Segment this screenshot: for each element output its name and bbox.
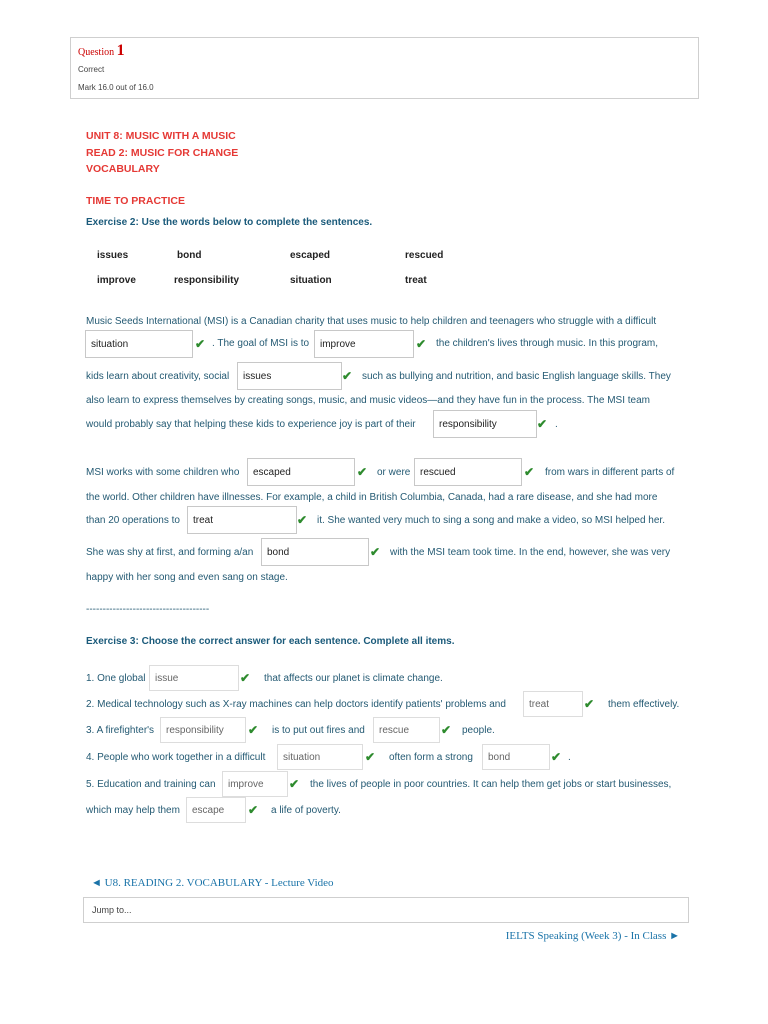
select-responsibility[interactable]: responsibility (160, 717, 246, 743)
check-icon: ✔ (441, 723, 452, 737)
ex3-text: people. (462, 725, 495, 736)
check-icon: ✔ (365, 750, 376, 764)
ex3-text: them effectively. (608, 699, 680, 710)
answer-field-responsibility[interactable]: responsibility (433, 410, 537, 438)
ex3-text: 4. People who work together in a difficult (86, 752, 266, 763)
ex2-text: happy with her song and even sang on stage. (86, 572, 288, 583)
check-icon: ✔ (195, 337, 206, 351)
ex3-text: that affects our planet is climate change. (264, 673, 443, 684)
ex3-text: which may help them (86, 805, 180, 816)
select-escape[interactable]: escape (186, 797, 246, 823)
jump-to-select[interactable]: Jump to... (83, 897, 689, 923)
ex3-text: is to put out fires and (272, 725, 365, 736)
ex3-text: often form a strong (389, 752, 473, 763)
select-improve[interactable]: improve (222, 771, 288, 797)
ex2-text: MSI works with some children who (86, 467, 240, 478)
check-icon: ✔ (551, 750, 562, 764)
check-icon: ✔ (370, 545, 381, 559)
answer-field-improve[interactable]: improve (314, 330, 414, 358)
check-icon: ✔ (357, 465, 368, 479)
ex2-text: kids learn about creativity, social (86, 371, 230, 382)
word-bank-item: treat (405, 275, 427, 286)
ex2-text: . (555, 419, 558, 430)
check-icon: ✔ (248, 803, 259, 817)
select-bond[interactable]: bond (482, 744, 550, 770)
word-bank-item: responsibility (174, 275, 240, 286)
word-bank-item: issues (97, 250, 129, 261)
check-icon: ✔ (248, 723, 259, 737)
ex2-text: the children's lives through music. In this program, (436, 338, 659, 349)
select-issue[interactable]: issue (149, 665, 239, 691)
ex2-text: would probably say that helping these kids to experience joy is part of their (86, 419, 416, 430)
ex2-text: or were (377, 467, 411, 478)
word-bank-item: rescued (405, 250, 444, 261)
check-icon: ✔ (289, 777, 300, 791)
previous-activity-link[interactable]: ◄ U8. READING 2. VOCABULARY - Lecture Video (91, 877, 334, 889)
ex2-text: Music Seeds International (MSI) is a Canadian charity that uses music to help children and teenagers who struggle with a difficult (86, 316, 657, 327)
ex2-text: than 20 operations to (86, 515, 180, 526)
ex2-text: with the MSI team took time. In the end, however, she was very (390, 547, 671, 558)
answer-field-escaped[interactable]: escaped (247, 458, 355, 486)
check-icon: ✔ (537, 417, 548, 431)
word-bank-item: bond (177, 250, 202, 261)
question-title (78, 42, 125, 60)
exercise3-heading: Exercise 3: Choose the correct answer for each sentence. Complete all items. (86, 636, 455, 647)
question-info-box (70, 37, 699, 99)
answer-field-bond[interactable]: bond (261, 538, 369, 566)
ex2-text: such as bullying and nutrition, and basic English language skills. They (362, 371, 671, 382)
ex3-text: a life of poverty. (271, 805, 341, 816)
answer-field-treat[interactable]: treat (187, 506, 297, 534)
check-icon: ✔ (416, 337, 427, 351)
word-bank-item: escaped (290, 250, 331, 261)
word-bank-item: situation (290, 275, 332, 286)
ex2-text: also learn to express themselves by creating songs, music, and music videos—and they have fun in the process. The MSI team (86, 395, 650, 406)
ex3-text: . (568, 752, 571, 763)
ex2-text: . The goal of MSI is to (212, 338, 310, 349)
ex2-text: from wars in different parts of (545, 467, 675, 478)
answer-field-issues[interactable]: issues (237, 362, 342, 390)
answer-field-situation[interactable]: situation (85, 330, 193, 358)
question-number: 1 (116, 42, 125, 59)
ex2-text: it. She wanted very much to sing a song and make a video, so MSI helped her. (317, 515, 665, 526)
select-treat[interactable]: treat (523, 691, 583, 717)
ex3-text: the lives of people in poor countries. It can help them get jobs or start businesses, (310, 779, 672, 790)
check-icon: ✔ (297, 513, 308, 527)
section-divider: ------------------------------------- (86, 604, 210, 615)
ex2-text: She was shy at first, and forming a/an (86, 547, 254, 558)
vocabulary-heading: VOCABULARY (86, 163, 160, 175)
check-icon: ✔ (240, 671, 251, 685)
ex2-text: the world. Other children have illnesses. For example, a child in British Columbia, Canada, had a rare disease, and she had more (86, 492, 658, 503)
ex3-text: 1. One global (86, 673, 146, 684)
question-mark: Mark 16.0 out of 16.0 (78, 83, 154, 92)
select-rescue[interactable]: rescue (373, 717, 440, 743)
practice-heading: TIME TO PRACTICE (86, 195, 185, 207)
select-situation[interactable]: situation (277, 744, 363, 770)
ex3-text: 5. Education and training can (86, 779, 216, 790)
exercise2-heading: Exercise 2: Use the words below to complete the sentences. (86, 217, 373, 228)
question-label: Question (78, 47, 115, 58)
check-icon: ✔ (524, 465, 535, 479)
check-icon: ✔ (342, 369, 353, 383)
question-status: Correct (78, 65, 105, 74)
unit-heading: UNIT 8: MUSIC WITH A MUSIC (86, 130, 236, 142)
check-icon: ✔ (584, 697, 595, 711)
next-activity-link[interactable]: IELTS Speaking (Week 3) - In Class ► (505, 930, 680, 942)
ex3-text: 3. A firefighter's (86, 725, 155, 736)
read-heading: READ 2: MUSIC FOR CHANGE (86, 147, 239, 159)
word-bank-item: improve (97, 275, 136, 286)
ex3-text: 2. Medical technology such as X-ray machines can help doctors identify patients' problems and (86, 699, 506, 710)
answer-field-rescued[interactable]: rescued (414, 458, 522, 486)
